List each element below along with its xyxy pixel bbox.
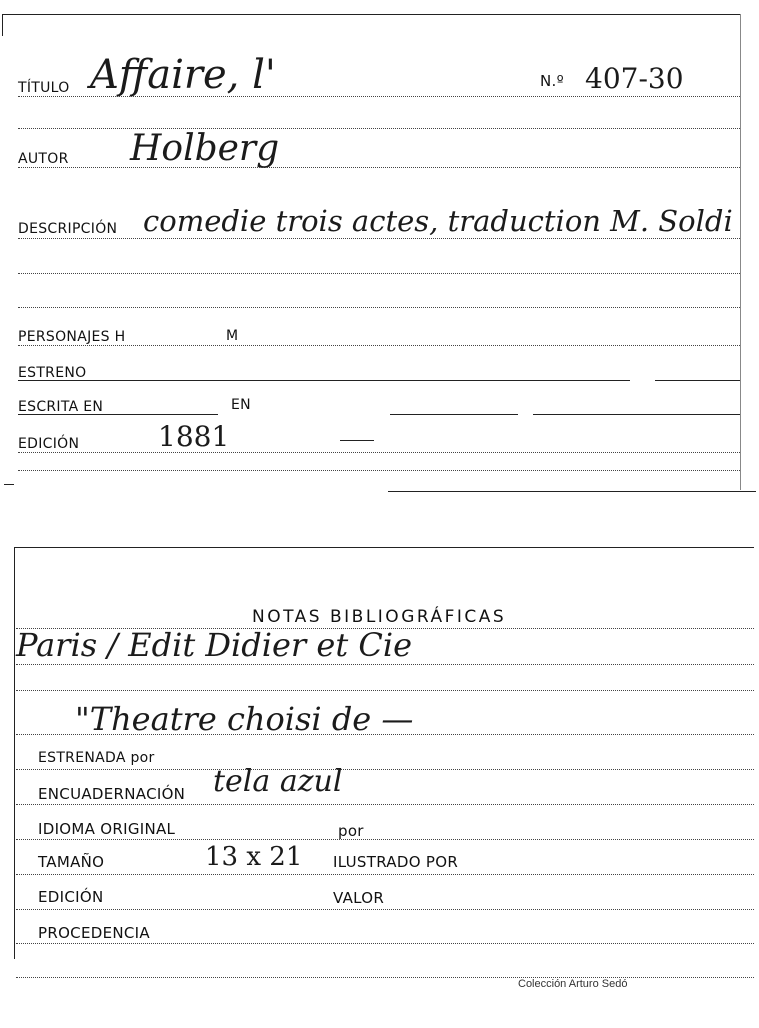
personajes-label: PERSONAJES H — [18, 329, 126, 345]
procedencia-line — [16, 943, 754, 944]
idioma-por-label: por — [338, 822, 364, 840]
personajes-line — [18, 345, 740, 346]
descripcion-label: DESCRIPCIÓN — [18, 221, 118, 237]
tamano-line — [16, 874, 754, 875]
tamano-label: TAMAÑO — [38, 853, 105, 871]
card-left-border — [2, 14, 3, 36]
ruled-line — [16, 977, 754, 978]
collection-stamp: Colección Arturo Sedó — [518, 978, 628, 990]
autor-value: Holberg — [130, 128, 280, 169]
personajes-m-label: M — [226, 328, 239, 344]
estreno-line-right — [655, 380, 740, 381]
ruled-line — [16, 734, 754, 735]
card-left-border — [14, 547, 15, 959]
valor-label: VALOR — [333, 889, 385, 907]
catalog-card-bottom — [0, 540, 759, 1028]
ruled-line — [16, 690, 754, 691]
card-tick — [4, 484, 14, 485]
ruled-line — [18, 307, 740, 308]
descripcion-line — [18, 238, 740, 239]
estreno-line — [18, 380, 630, 381]
descripcion-value: comedie trois actes, traduction M. Soldi — [143, 204, 733, 238]
card-right-border — [740, 14, 741, 490]
titulo-label: TÍTULO — [18, 80, 70, 96]
ruled-line — [18, 470, 740, 471]
notas-heading: NOTAS BIBLIOGRÁFICAS — [252, 607, 507, 627]
tamano-value: 13 x 21 — [205, 842, 303, 872]
escrita-label: ESCRITA EN — [18, 399, 104, 415]
estrenada-line — [16, 769, 754, 770]
encuadernacion-value: tela azul — [213, 764, 343, 799]
idioma-label: IDIOMA ORIGINAL — [38, 820, 176, 838]
ilustrado-label: ILUSTRADO POR — [333, 853, 459, 871]
autor-line — [18, 167, 740, 168]
procedencia-label: PROCEDENCIA — [38, 924, 150, 942]
escrita-line — [18, 414, 218, 415]
edicion-label: EDICIÓN — [38, 888, 104, 906]
escrita-line-right — [533, 414, 740, 415]
titulo-line — [18, 96, 740, 97]
titulo-value: Affaire, l' — [90, 52, 276, 98]
escrita-line-mid — [390, 414, 518, 415]
encuadernacion-label: ENCUADERNACIÓN — [38, 785, 186, 803]
note-line-2: "Theatre choisi de — — [75, 700, 414, 738]
edicion-value: 1881 — [158, 420, 230, 453]
idioma-line — [16, 839, 754, 840]
estreno-label: ESTRENO — [18, 365, 87, 381]
card-top-border — [14, 547, 754, 548]
autor-label: AUTOR — [18, 151, 69, 167]
estrenada-label: ESTRENADA por — [38, 750, 155, 766]
ruled-line — [18, 273, 740, 274]
catalog-card-top — [0, 0, 759, 500]
numero-label: N.º — [540, 72, 564, 90]
encuadernacion-line — [16, 804, 754, 805]
edicion-label: EDICIÓN — [18, 436, 80, 452]
card-bottom-line — [388, 491, 756, 492]
card-top-border — [2, 14, 740, 15]
ruled-line — [18, 128, 740, 129]
escrita-en-label: EN — [231, 397, 251, 413]
edicion-line — [18, 452, 740, 453]
ruled-line — [16, 664, 754, 665]
numero-value: 407-30 — [585, 62, 684, 95]
edicion-line — [16, 909, 754, 910]
edicion-dash — [340, 440, 374, 441]
note-line-1: Paris / Edit Didier et Cie — [16, 626, 412, 664]
